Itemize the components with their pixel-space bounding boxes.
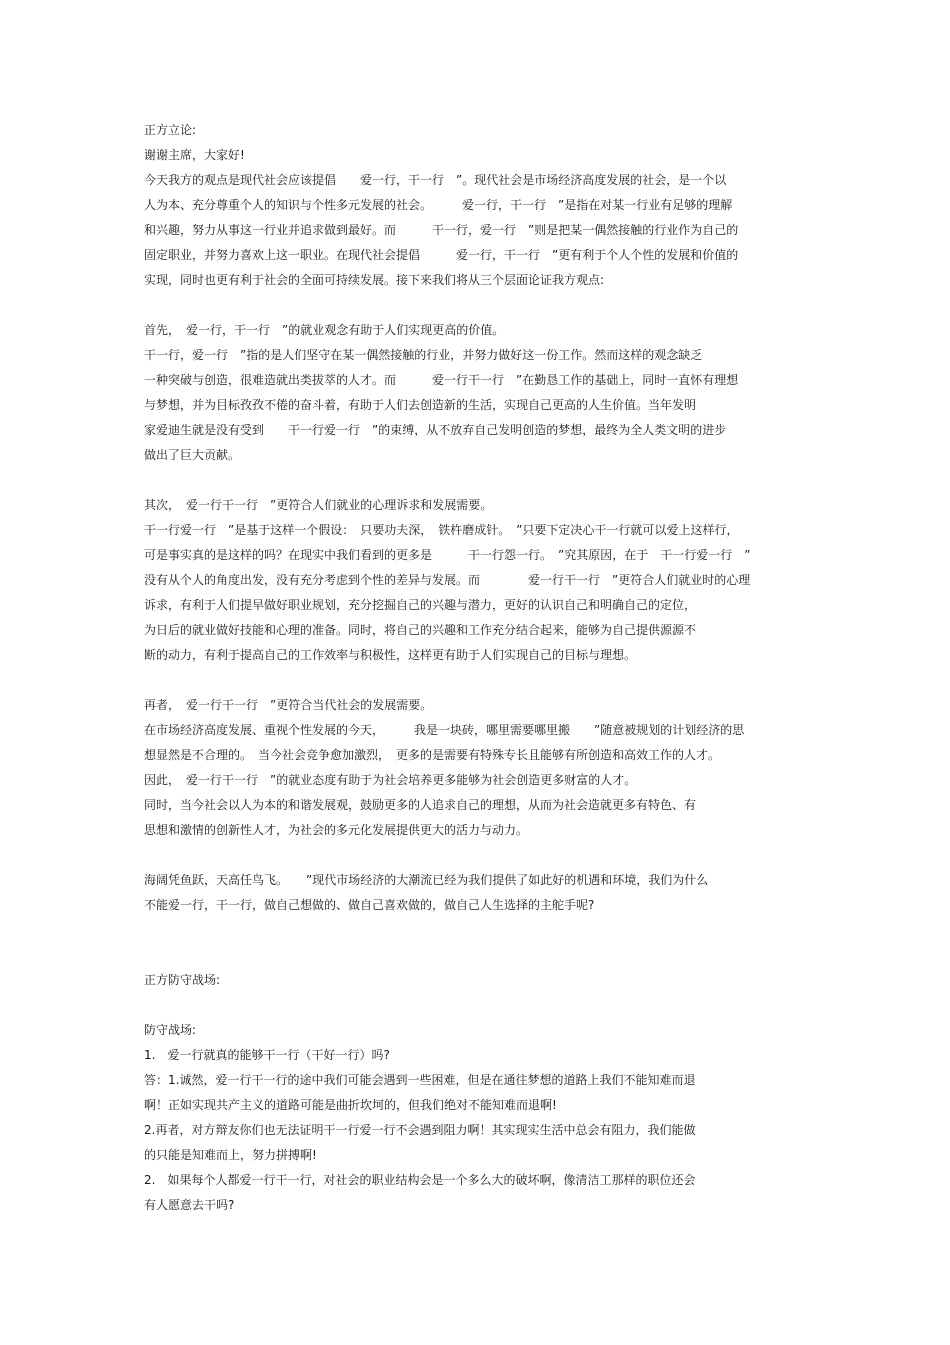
text-line: 今天我方的观点是现代社会应该提倡 爱一行，干一行 ”。现代社会是市场经济高度发展的社会，是一个以 <box>144 173 727 187</box>
text-line: 一种突破与创造，很难造就出类拔萃的人才。而 爱一行干一行 ”在勤恳工作的基础上，同时一直怀有理想 <box>144 373 739 387</box>
text-line: 首先， 爱一行，干一行 ”的就业观念有助于人们实现更高的价值。 <box>144 323 505 337</box>
text-line: 干一行，爱一行 ”指的是人们坚守在某一偶然接触的行业，并努力做好这一份工作。然而这样的观念缺乏 <box>144 348 703 362</box>
closing-statement <box>144 868 824 918</box>
text-line: 不能爱一行，干一行，做自己想做的、做自己喜欢做的，做自己人生选择的主舵手呢? <box>144 898 595 912</box>
question-item: 有人愿意去干吗? <box>144 1198 235 1212</box>
argument-third <box>144 693 824 843</box>
text-line: 人为本、充分尊重个人的知识与个性多元发展的社会。 爱一行，干一行 ”是指在对某一行业有足够的理解 <box>144 198 733 212</box>
text-line: 其次， 爱一行干一行 ”更符合人们就业的心理诉求和发展需要。 <box>144 498 493 512</box>
text-line: 海阔凭鱼跃，天高任鸟飞。 ”现代市场经济的大潮流已经为我们提供了如此好的机遇和环境，我们为什么 <box>144 873 709 887</box>
paragraph-gap <box>144 468 824 493</box>
text-line: 思想和激情的创新性人才，为社会的多元化发展提供更大的活力与动力。 <box>144 823 529 837</box>
paragraph-gap <box>144 668 824 693</box>
text-line: 没有从个人的角度出发，没有充分考虑到个性的差异与发展。而 爱一行干一行 ”更符合人们就业时的心理 <box>144 573 751 587</box>
defense-list <box>144 1018 824 1218</box>
answer-line: 啊！正如实现共产主义的道路可能是曲折坎坷的，但我们绝对不能知难而退啊! <box>144 1098 557 1112</box>
text-line: 再者， 爱一行干一行 ”更符合当代社会的发展需要。 <box>144 698 433 712</box>
opening-statement <box>144 118 824 293</box>
text-line: 实现，同时也更有利于社会的全面可持续发展。接下来我们将从三个层面论证我方观点: <box>144 273 605 287</box>
text-line: 固定职业，并努力喜欢上这一职业。在现代社会提倡 爱一行，干一行 ”更有利于个人个性的发展和价值的 <box>144 248 739 262</box>
question-item: 2. 如果每个人都爱一行干一行，对社会的职业结构会是一个多么大的破坏啊，像清洁工那样的职位还会 <box>144 1173 696 1187</box>
argument-first <box>144 318 824 468</box>
paragraph-gap <box>144 843 824 868</box>
document-body <box>144 118 824 1218</box>
question-item: 1. 爱一行就真的能够干一行（干好一行）吗? <box>144 1048 390 1062</box>
text-line: 做出了巨大贡献。 <box>144 448 241 462</box>
answer-line: 2.再者，对方辩友你们也无法证明干一行爱一行不会遇到阻力啊！其实现实生活中总会有阻力，我们能做 <box>144 1123 696 1137</box>
text-line: 在市场经济高度发展、重视个性发展的今天， 我是一块砖，哪里需要哪里搬 ”随意被规划的计划经济的思 <box>144 723 745 737</box>
text-line: 断的动力，有利于提高自己的工作效率与积极性，这样更有助于人们实现自己的目标与理想。 <box>144 648 637 662</box>
defense-heading-block <box>144 968 824 993</box>
paragraph-gap <box>144 918 824 968</box>
text-line: 谢谢主席，大家好! <box>144 148 245 162</box>
section-heading: 正方防守战场: <box>144 973 221 987</box>
answer-line: 答：1.诚然，爱一行干一行的途中我们可能会遇到一些困难，但是在通往梦想的道路上我们不能知难而退 <box>144 1073 696 1087</box>
text-line: 干一行爱一行 ”是基于这样一个假设： 只要功夫深， 铁杵磨成针。 ”只要下定决心干一行就可以爱上这样行， <box>144 523 739 537</box>
text-line: 同时，当今社会以人为本的和谐发展观，鼓励更多的人追求自己的理想，从而为社会造就更多有特色、有 <box>144 798 697 812</box>
text-line: 和兴趣，努力从事这一行业并追求做到最好。而 干一行，爱一行 ”则是把某一偶然接触的行业作为自己的 <box>144 223 739 237</box>
paragraph-gap <box>144 993 824 1018</box>
argument-second <box>144 493 824 668</box>
answer-line: 的只能是知难而上，努力拼搏啊! <box>144 1148 317 1162</box>
section-heading: 防守战场: <box>144 1023 197 1037</box>
text-line: 可是事实真的是这样的吗？在现实中我们看到的更多是 干一行怨一行。 ”究其原因，在于 干一行爱一行 ” <box>144 548 751 562</box>
text-line: 因此， 爱一行干一行 ”的就业态度有助于为社会培养更多能够为社会创造更多财富的人才。 <box>144 773 637 787</box>
text-line: 想显然是不合理的。 当今社会竞争愈加激烈， 更多的是需要有特殊专长且能够有所创造和高效工作的人才。 <box>144 748 721 762</box>
paragraph-gap <box>144 293 824 318</box>
text-line: 诉求，有利于人们提早做好职业规划，充分挖掘自己的兴趣与潜力，更好的认识自己和明确自己的定位， <box>144 598 697 612</box>
section-heading: 正方立论: <box>144 123 197 137</box>
text-line: 与梦想，并为目标孜孜不倦的奋斗着，有助于人们去创造新的生活，实现自己更高的人生价值。当年发明 <box>144 398 697 412</box>
text-line: 为日后的就业做好技能和心理的准备。同时，将自己的兴趣和工作充分结合起来，能够为自己提供源源不 <box>144 623 697 637</box>
text-line: 家爱迪生就是没有受到 干一行爱一行 ”的束缚，从不放弃自己发明创造的梦想，最终为全人类文明的进步 <box>144 423 727 437</box>
